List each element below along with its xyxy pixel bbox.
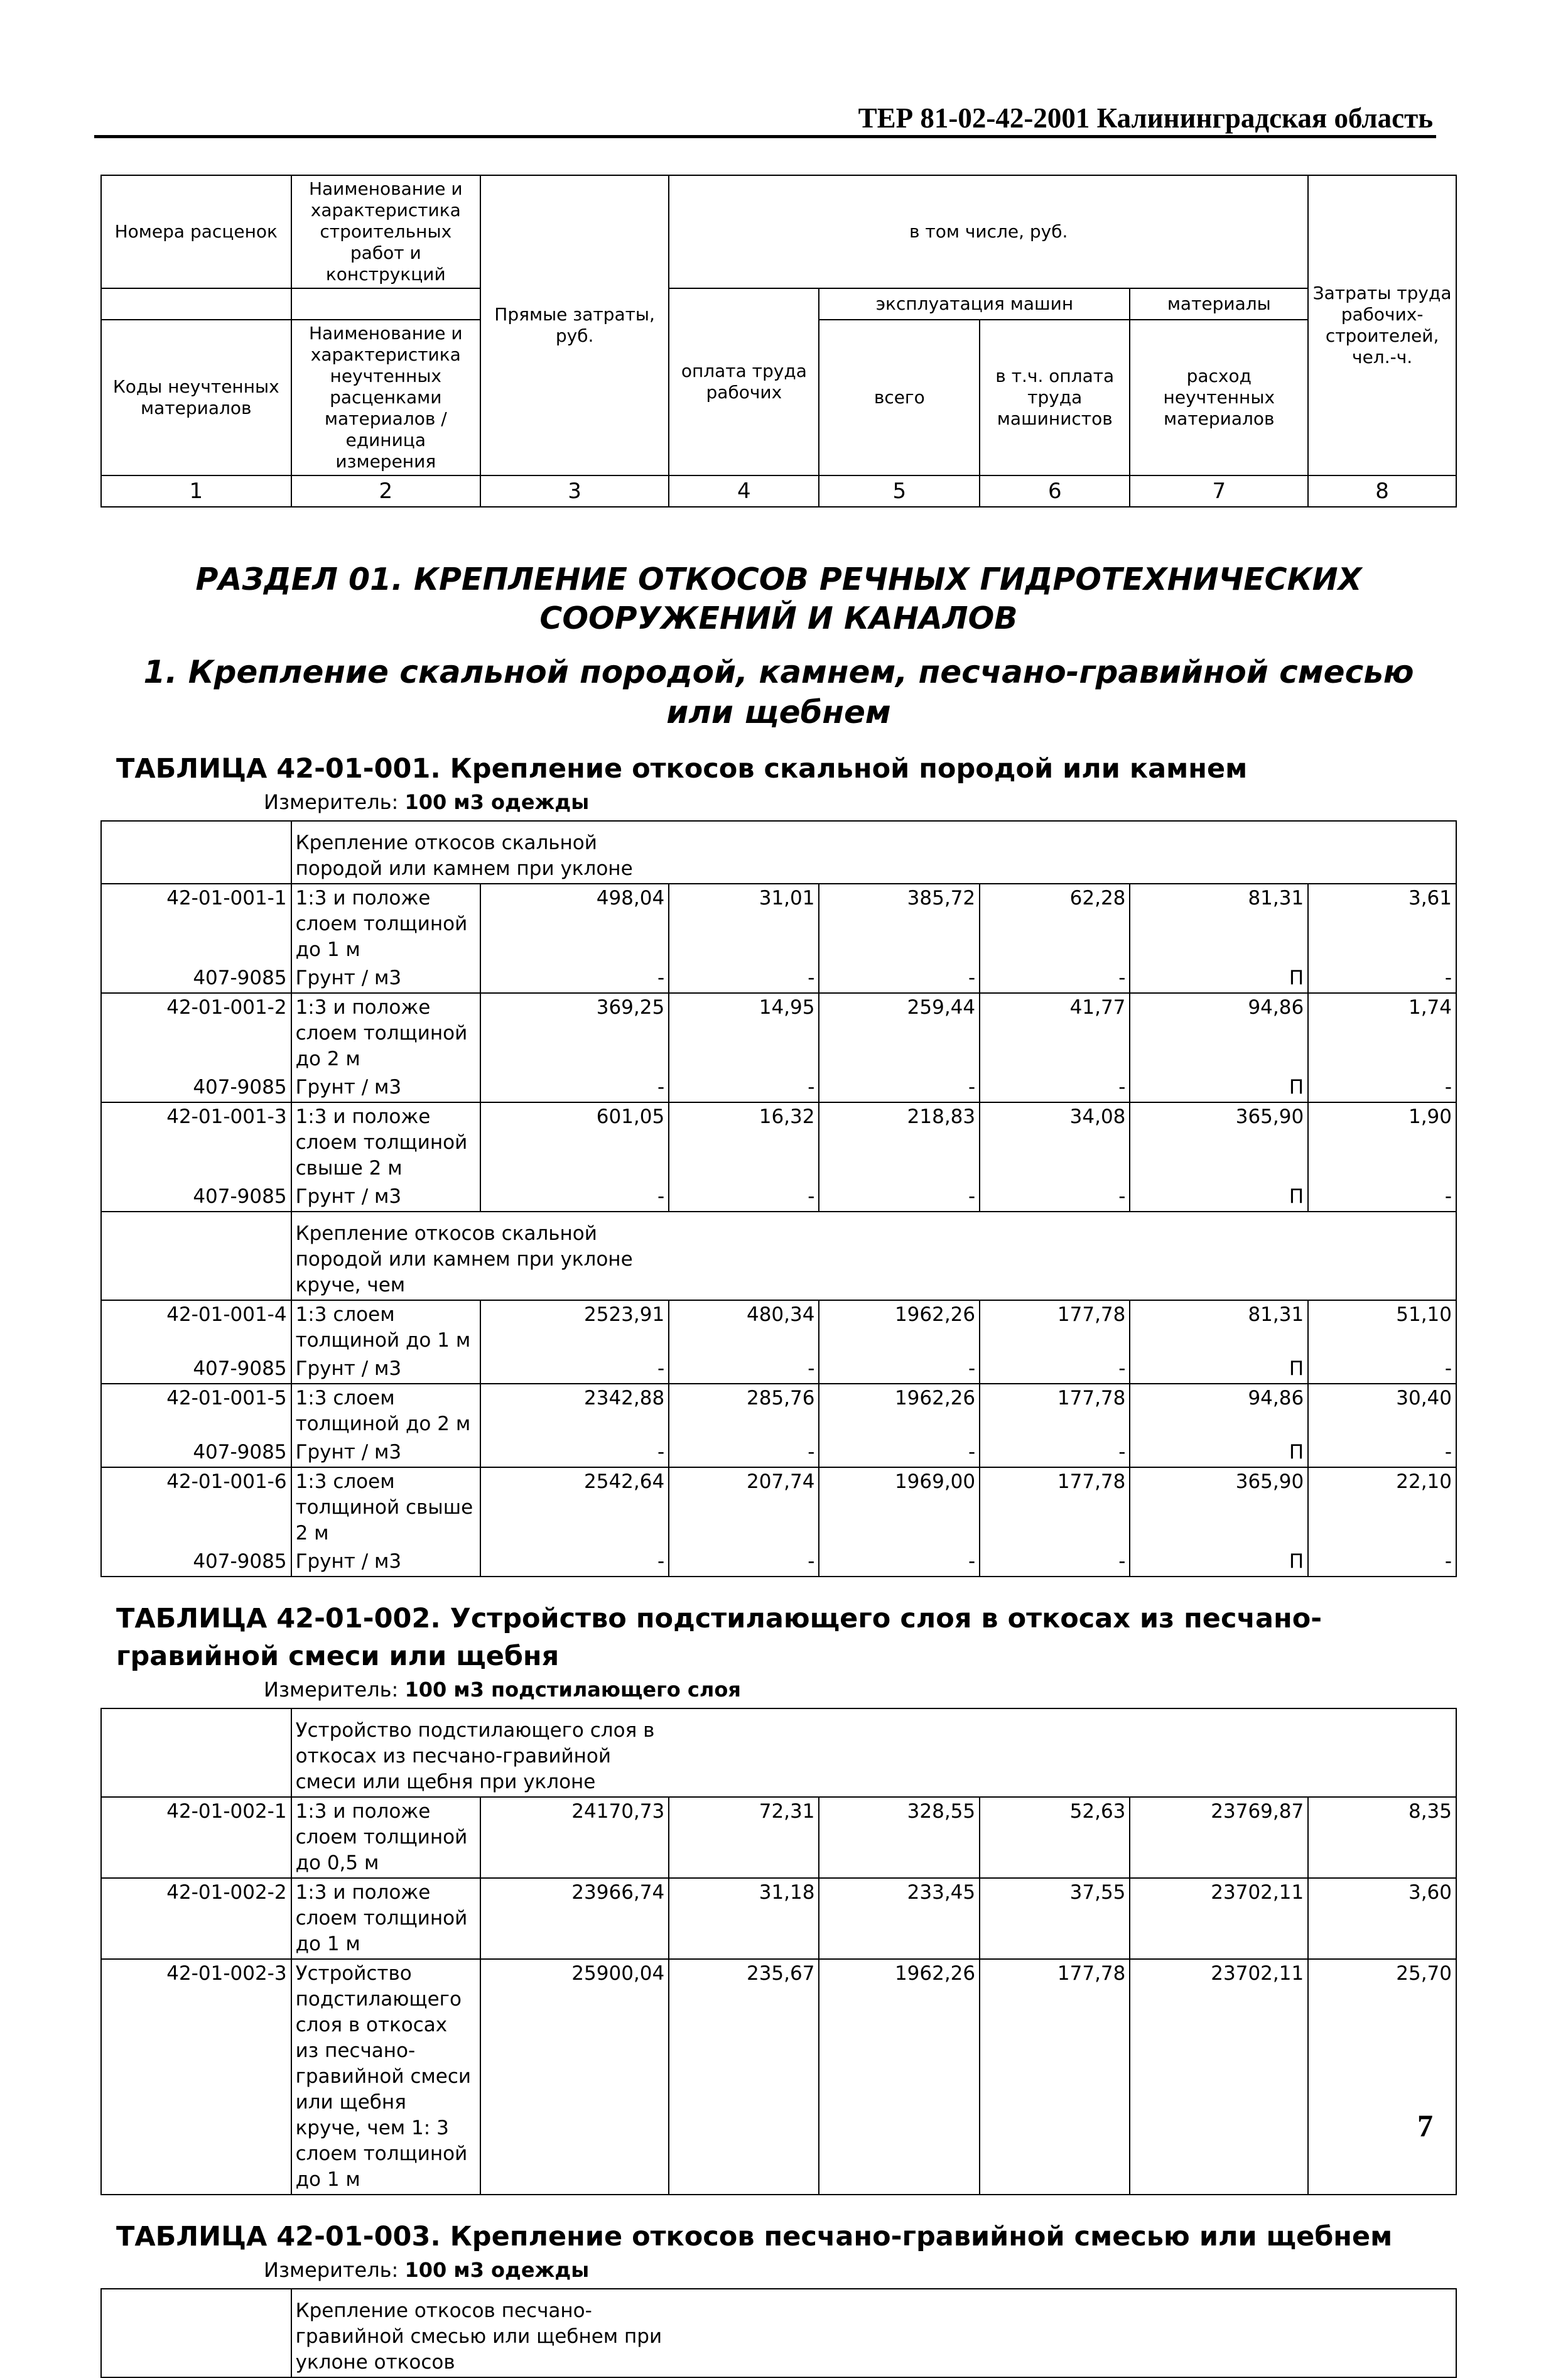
material-c7-value: П bbox=[1130, 1355, 1308, 1384]
measurement-unit bbox=[116, 1675, 1441, 1704]
rate-name: 1:3 слоем толщиной до 2 м bbox=[291, 1384, 480, 1438]
measurement-unit bbox=[116, 2256, 1441, 2284]
column-number: 4 bbox=[669, 475, 819, 507]
table-heading-cell bbox=[101, 1577, 1456, 1708]
col-worker-pay-header: оплата труда рабочих bbox=[669, 288, 819, 475]
rate-name: 1:3 и положе слоем толщиной до 1 м bbox=[291, 1878, 480, 1959]
rate-c6-value: 52,63 bbox=[980, 1797, 1130, 1878]
rate-code: 42-01-001-4 bbox=[101, 1300, 291, 1355]
material-c8-value: - bbox=[1308, 1073, 1456, 1102]
material-c5-value: - bbox=[819, 964, 980, 993]
material-name: Грунт / м3 bbox=[291, 1073, 480, 1102]
material-c4-value: - bbox=[669, 1438, 819, 1467]
table-title: ТАБЛИЦА 42-01-001. Крепление откосов скальной породой или камнем bbox=[116, 753, 1248, 785]
rate-c3-value: 601,05 bbox=[480, 1102, 669, 1183]
column-number: 8 bbox=[1308, 475, 1456, 507]
col-materials-header: материалы bbox=[1130, 288, 1308, 320]
col-work-name-header-cont bbox=[291, 288, 480, 320]
col-including-header: в том числе, руб. bbox=[669, 175, 1308, 288]
material-name: Грунт / м3 bbox=[291, 1183, 480, 1212]
col-direct-costs-header: Прямые затраты, руб. bbox=[480, 175, 669, 475]
material-code: 407-9085 bbox=[101, 1355, 291, 1384]
rate-c4-value: 235,67 bbox=[669, 1959, 819, 2195]
table-title: ТАБЛИЦА 42-01-002. Устройство подстилающего слоя в откосах из песчано-гравийной смеси или щебня bbox=[116, 1603, 1322, 1672]
rate-c7-value: 365,90 bbox=[1130, 1102, 1308, 1183]
material-name: Грунт / м3 bbox=[291, 1355, 480, 1384]
section-title: РАЗДЕЛ 01. КРЕПЛЕНИЕ ОТКОСОВ РЕЧНЫХ ГИДРОТЕХНИЧЕСКИХ СООРУЖЕНИЙ И КАНАЛОВ bbox=[195, 562, 1362, 636]
rate-code: 42-01-001-5 bbox=[101, 1384, 291, 1438]
group-heading-row bbox=[101, 1708, 1456, 1797]
material-c5-value: - bbox=[819, 1438, 980, 1467]
col-operator-pay-header: в т.ч. оплата труда машинистов bbox=[980, 320, 1130, 475]
rate-name: 1:3 и положе слоем толщиной свыше 2 м bbox=[291, 1102, 480, 1183]
material-c6-value: - bbox=[980, 1355, 1130, 1384]
measurement-value: 100 м3 подстилающего слоя bbox=[404, 1678, 741, 1702]
table-heading-row bbox=[101, 1577, 1456, 1708]
rate-c8-value: 1,90 bbox=[1308, 1102, 1456, 1183]
group-heading-row bbox=[101, 821, 1456, 884]
rate-c5-value: 328,55 bbox=[819, 1797, 980, 1878]
rate-c8-value: 3,60 bbox=[1308, 1878, 1456, 1959]
measurement-label: Измеритель: bbox=[264, 1678, 405, 1702]
material-c5-value: - bbox=[819, 1073, 980, 1102]
group-heading: Устройство подстилающего слоя в откосах из песчано-гравийной смеси или щебня при уклоне bbox=[291, 1708, 1456, 1797]
material-c7-value: П bbox=[1130, 1548, 1308, 1577]
section-heading-cell bbox=[101, 507, 1456, 745]
group-heading-row bbox=[101, 2289, 1456, 2377]
material-c3-value: - bbox=[480, 1183, 669, 1212]
col-machines-header: эксплуатация машин bbox=[819, 288, 1130, 320]
group-heading: Крепление откосов скальной породой или камнем при уклоне круче, чем bbox=[291, 1212, 1456, 1300]
rate-row bbox=[101, 1959, 1456, 2195]
material-code: 407-9085 bbox=[101, 1183, 291, 1212]
material-c7-value: П bbox=[1130, 1183, 1308, 1212]
group-heading: Крепление откосов песчано-гравийной смесью или щебнем при уклоне откосов bbox=[291, 2289, 1456, 2377]
rate-c5-value: 1962,26 bbox=[819, 1384, 980, 1438]
group-heading-row bbox=[101, 1212, 1456, 1300]
column-number: 2 bbox=[291, 475, 480, 507]
material-c3-value: - bbox=[480, 1073, 669, 1102]
rate-c4-value: 480,34 bbox=[669, 1300, 819, 1355]
rate-c4-value: 31,01 bbox=[669, 884, 819, 964]
col-machines-total-header: всего bbox=[819, 320, 980, 475]
material-c7-value: П bbox=[1130, 1073, 1308, 1102]
rate-c8-value: 8,35 bbox=[1308, 1797, 1456, 1878]
rate-c6-value: 41,77 bbox=[980, 993, 1130, 1073]
col-material-code-header: Коды неучтенных материалов bbox=[101, 320, 291, 475]
rate-c7-value: 23702,11 bbox=[1130, 1959, 1308, 2195]
rate-c7-value: 94,86 bbox=[1130, 1384, 1308, 1438]
material-c5-value: - bbox=[819, 1355, 980, 1384]
rate-c7-value: 81,31 bbox=[1130, 1300, 1308, 1355]
rate-name: 1:3 и положе слоем толщиной до 0,5 м bbox=[291, 1797, 480, 1878]
rate-c6-value: 62,28 bbox=[980, 884, 1130, 964]
material-name: Грунт / м3 bbox=[291, 964, 480, 993]
rate-c6-value: 177,78 bbox=[980, 1384, 1130, 1438]
col-labor-header: Затраты труда рабочих-строителей, чел.-ч. bbox=[1308, 175, 1456, 475]
rate-row bbox=[101, 884, 1456, 964]
rate-c6-value: 177,78 bbox=[980, 1300, 1130, 1355]
rate-row bbox=[101, 1300, 1456, 1355]
rate-row bbox=[101, 993, 1456, 1073]
col-rate-number-header: Номера расценок bbox=[101, 175, 291, 288]
material-c8-value: - bbox=[1308, 1438, 1456, 1467]
column-number: 6 bbox=[980, 475, 1130, 507]
col-work-name-header: Наименование и характеристика строительных работ и конструкций bbox=[291, 175, 480, 288]
material-row bbox=[101, 964, 1456, 993]
table-heading-cell bbox=[101, 2195, 1456, 2289]
material-code: 407-9085 bbox=[101, 1438, 291, 1467]
group-code-blank bbox=[101, 2289, 291, 2377]
rate-c3-value: 25900,04 bbox=[480, 1959, 669, 2195]
rate-c5-value: 218,83 bbox=[819, 1102, 980, 1183]
rate-c8-value: 22,10 bbox=[1308, 1467, 1456, 1548]
material-code: 407-9085 bbox=[101, 964, 291, 993]
rate-c3-value: 2542,64 bbox=[480, 1467, 669, 1548]
measurement-value: 100 м3 одежды bbox=[404, 790, 590, 814]
material-c6-value: - bbox=[980, 1183, 1130, 1212]
rate-c4-value: 16,32 bbox=[669, 1102, 819, 1183]
table-heading-row bbox=[101, 745, 1456, 821]
rate-c8-value: 25,70 bbox=[1308, 1959, 1456, 2195]
rate-c8-value: 1,74 bbox=[1308, 993, 1456, 1073]
material-c3-value: - bbox=[480, 1548, 669, 1577]
material-c6-value: - bbox=[980, 1548, 1130, 1577]
material-c6-value: - bbox=[980, 1073, 1130, 1102]
material-c7-value: П bbox=[1130, 964, 1308, 993]
rate-name: Устройство подстилающего слоя в откосах из песчано-гравийной смеси или щебня круче, чем 1: 3 слоем толщиной до 1 м bbox=[291, 1959, 480, 2195]
rate-code: 42-01-001-3 bbox=[101, 1102, 291, 1183]
rate-row bbox=[101, 1102, 1456, 1183]
rate-c8-value: 30,40 bbox=[1308, 1384, 1456, 1438]
rate-c6-value: 177,78 bbox=[980, 1467, 1130, 1548]
material-row bbox=[101, 1183, 1456, 1212]
rate-c8-value: 51,10 bbox=[1308, 1300, 1456, 1355]
material-c6-value: - bbox=[980, 964, 1130, 993]
column-number: 5 bbox=[819, 475, 980, 507]
rate-c8-value: 3,61 bbox=[1308, 884, 1456, 964]
material-row bbox=[101, 1355, 1456, 1384]
measurement-label: Измеритель: bbox=[264, 790, 405, 814]
rate-c5-value: 1969,00 bbox=[819, 1467, 980, 1548]
material-c8-value: - bbox=[1308, 1183, 1456, 1212]
rate-row bbox=[101, 1797, 1456, 1878]
material-row bbox=[101, 1548, 1456, 1577]
rate-c3-value: 369,25 bbox=[480, 993, 669, 1073]
rate-c5-value: 1962,26 bbox=[819, 1300, 980, 1355]
material-c6-value: - bbox=[980, 1438, 1130, 1467]
table-title: ТАБЛИЦА 42-01-003. Крепление откосов песчано-гравийной смесью или щебнем bbox=[116, 2221, 1393, 2252]
col-rate-number-header-cont bbox=[101, 288, 291, 320]
rate-c5-value: 259,44 bbox=[819, 993, 980, 1073]
material-c5-value: - bbox=[819, 1183, 980, 1212]
col-material-name-header: Наименование и характеристика неучтенных расценками материалов / единица измерения bbox=[291, 320, 480, 475]
page-header: ТЕР 81-02-42-2001 Калининградская область bbox=[858, 102, 1433, 134]
material-c4-value: - bbox=[669, 964, 819, 993]
measurement-label: Измеритель: bbox=[264, 2258, 405, 2282]
rate-row bbox=[101, 1878, 1456, 1959]
section-heading-row bbox=[101, 507, 1456, 745]
material-code: 407-9085 bbox=[101, 1073, 291, 1102]
rate-c4-value: 14,95 bbox=[669, 993, 819, 1073]
material-c4-value: - bbox=[669, 1183, 819, 1212]
material-c8-value: - bbox=[1308, 964, 1456, 993]
group-code-blank bbox=[101, 1212, 291, 1300]
rate-c7-value: 23769,87 bbox=[1130, 1797, 1308, 1878]
rate-name: 1:3 и положе слоем толщиной до 1 м bbox=[291, 884, 480, 964]
table-heading-row bbox=[101, 2195, 1456, 2289]
table-heading-cell bbox=[101, 745, 1456, 821]
rate-code: 42-01-002-2 bbox=[101, 1878, 291, 1959]
rate-c4-value: 72,31 bbox=[669, 1797, 819, 1878]
rate-c3-value: 2342,88 bbox=[480, 1384, 669, 1438]
rate-c4-value: 31,18 bbox=[669, 1878, 819, 1959]
material-name: Грунт / м3 bbox=[291, 1438, 480, 1467]
rate-row bbox=[101, 1384, 1456, 1438]
group-heading: Крепление откосов скальной породой или камнем при уклоне bbox=[291, 821, 1456, 884]
rate-c5-value: 233,45 bbox=[819, 1878, 980, 1959]
material-c4-value: - bbox=[669, 1548, 819, 1577]
material-name: Грунт / м3 bbox=[291, 1548, 480, 1577]
material-c4-value: - bbox=[669, 1073, 819, 1102]
rate-code: 42-01-002-1 bbox=[101, 1797, 291, 1878]
rate-c3-value: 23966,74 bbox=[480, 1878, 669, 1959]
column-number: 3 bbox=[480, 475, 669, 507]
page-number: 7 bbox=[1417, 2108, 1433, 2143]
rate-name: 1:3 и положе слоем толщиной до 2 м bbox=[291, 993, 480, 1073]
rate-c7-value: 94,86 bbox=[1130, 993, 1308, 1073]
rate-c4-value: 285,76 bbox=[669, 1384, 819, 1438]
rate-c5-value: 385,72 bbox=[819, 884, 980, 964]
rate-name: 1:3 слоем толщиной свыше 2 м bbox=[291, 1467, 480, 1548]
material-c3-value: - bbox=[480, 964, 669, 993]
rate-c6-value: 177,78 bbox=[980, 1959, 1130, 2195]
material-c5-value: - bbox=[819, 1548, 980, 1577]
rate-code: 42-01-001-2 bbox=[101, 993, 291, 1073]
col-material-consumption-header: расход неучтенных материалов bbox=[1130, 320, 1308, 475]
rate-c7-value: 23702,11 bbox=[1130, 1878, 1308, 1959]
material-row bbox=[101, 1438, 1456, 1467]
rate-c4-value: 207,74 bbox=[669, 1467, 819, 1548]
material-c8-value: - bbox=[1308, 1548, 1456, 1577]
rate-code: 42-01-001-1 bbox=[101, 884, 291, 964]
column-number: 7 bbox=[1130, 475, 1308, 507]
rate-c5-value: 1962,26 bbox=[819, 1959, 980, 2195]
measurement-unit bbox=[116, 788, 1441, 817]
column-number: 1 bbox=[101, 475, 291, 507]
rate-c7-value: 81,31 bbox=[1130, 884, 1308, 964]
rate-c6-value: 34,08 bbox=[980, 1102, 1130, 1183]
material-c8-value: - bbox=[1308, 1355, 1456, 1384]
material-code: 407-9085 bbox=[101, 1548, 291, 1577]
group-code-blank bbox=[101, 821, 291, 884]
subsection-title: 1. Крепление скальной породой, камнем, песчано-гравийной смесью или щебнем bbox=[143, 654, 1414, 730]
material-c3-value: - bbox=[480, 1355, 669, 1384]
rate-c3-value: 24170,73 bbox=[480, 1797, 669, 1878]
material-row bbox=[101, 1073, 1456, 1102]
rate-code: 42-01-001-6 bbox=[101, 1467, 291, 1548]
price-table bbox=[100, 175, 1457, 2378]
rate-row bbox=[101, 1467, 1456, 1548]
rate-c7-value: 365,90 bbox=[1130, 1467, 1308, 1548]
material-c7-value: П bbox=[1130, 1438, 1308, 1467]
rate-c3-value: 2523,91 bbox=[480, 1300, 669, 1355]
group-code-blank bbox=[101, 1708, 291, 1797]
header-rule bbox=[94, 135, 1436, 138]
rate-name: 1:3 слоем толщиной до 1 м bbox=[291, 1300, 480, 1355]
measurement-value: 100 м3 одежды bbox=[404, 2258, 590, 2282]
material-c4-value: - bbox=[669, 1355, 819, 1384]
rate-code: 42-01-002-3 bbox=[101, 1959, 291, 2195]
rate-c6-value: 37,55 bbox=[980, 1878, 1130, 1959]
rate-c3-value: 498,04 bbox=[480, 884, 669, 964]
material-c3-value: - bbox=[480, 1438, 669, 1467]
